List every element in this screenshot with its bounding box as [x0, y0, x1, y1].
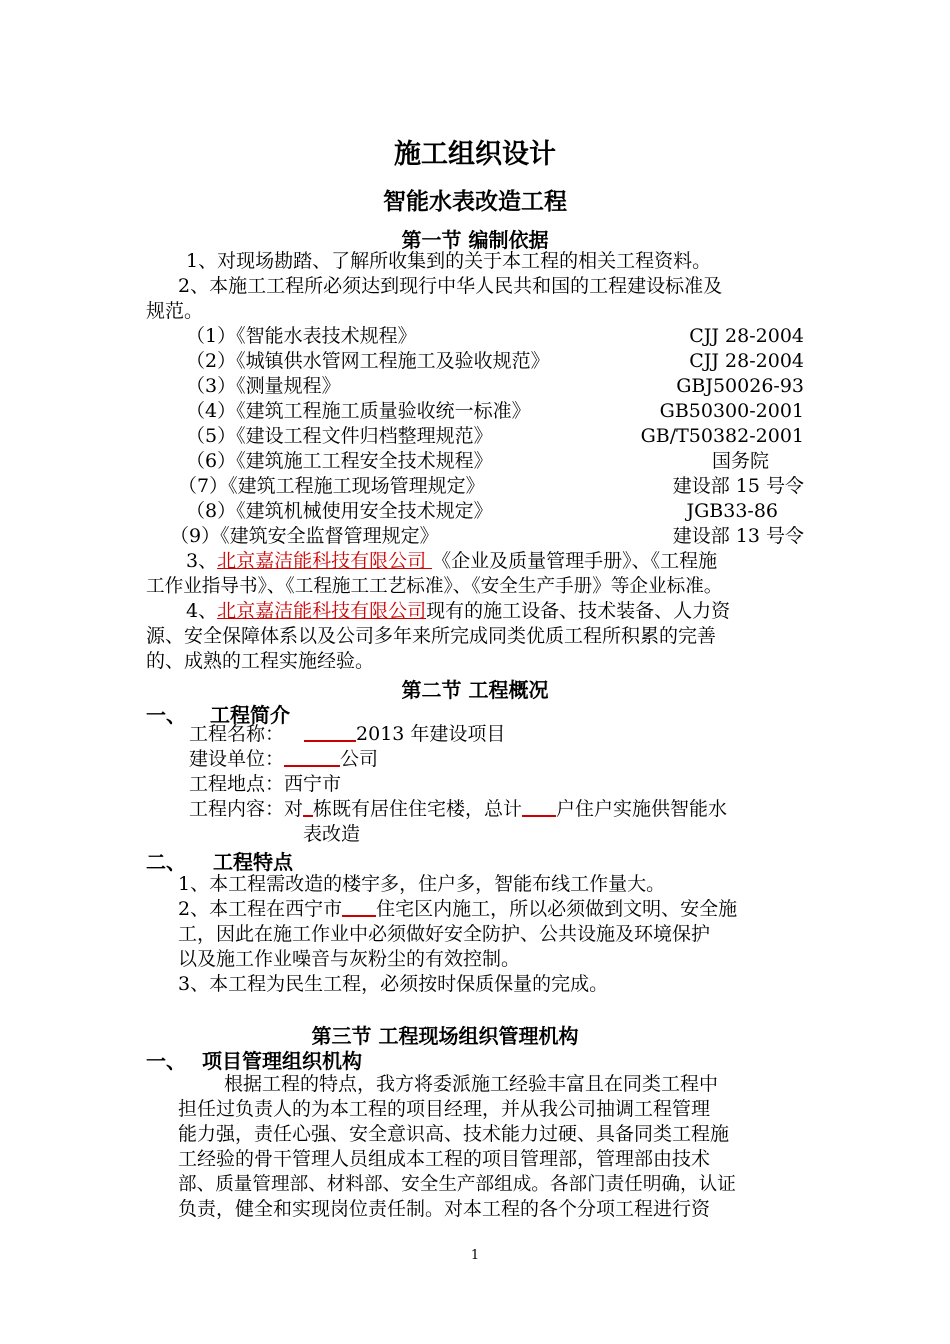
ref-code-2: CJJ 28-2004: [689, 350, 804, 372]
section1-item4-line1: [186, 599, 730, 624]
feature-2-line2: 工，因此在施工作业中必须做好安全防护、公共设施及环境保护: [178, 923, 711, 945]
ref-title-8: （8）《建筑机械使用安全技术规定》: [186, 500, 493, 522]
document-title: 施工组织设计: [394, 139, 556, 170]
section1-heading: 第一节 编制依据: [401, 228, 549, 252]
feature-2-b: 住宅区内施工，所以必须做到文明、安全施: [376, 898, 738, 920]
content-b: 栋既有居住住宅楼，总计: [313, 798, 523, 820]
section1-item3-line1: [186, 549, 717, 574]
section2-heading: 第二节 工程概况: [401, 678, 549, 702]
item3-prefix: 3、: [186, 550, 218, 572]
section1-item4-line2: 源、安全保障体系以及公司多年来所完成同类优质工程所积累的完善: [146, 625, 717, 647]
ref-code-1: CJJ 28-2004: [689, 325, 804, 347]
org-para-line5: 部、质量管理部、材料部、安全生产部组成。各部门责任明确，认证: [178, 1174, 736, 1195]
section3-heading: 第三节 工程现场组织管理机构: [311, 1024, 579, 1048]
item4-rest: 现有的施工设备、技术装备、人力资: [426, 600, 731, 622]
ref-code-4: GB50300-2001: [659, 400, 804, 422]
org-para-line2: 担任过负责人的为本工程的项目经理，并从我公司抽调工程管理: [178, 1098, 711, 1120]
ref-code-9: 建设部 13 号令: [672, 525, 804, 547]
content-blank-2: [522, 797, 556, 817]
ref-title-6: （6）《建筑施工工程安全技术规程》: [186, 450, 493, 472]
document-subtitle: 智能水表改造工程: [383, 188, 567, 215]
section2-sub1-title: 工程简介: [210, 703, 290, 727]
section1-item2-line2: 规范。: [146, 300, 204, 322]
org-para-line1: 根据工程的特点，我方将委派施工经验丰富且在同类工程中: [224, 1073, 719, 1095]
org-para-line4: 工经验的骨干管理人员组成本工程的项目管理部，管理部由技术: [178, 1148, 711, 1170]
ref-title-7: （7）《建筑工程施工现场管理规定》: [178, 475, 485, 497]
company-link-2[interactable]: 北京嘉洁能科技有限公司: [217, 600, 427, 622]
location-label: 工程地点：: [189, 773, 285, 795]
ref-code-6: 国务院: [711, 450, 769, 472]
section1-item2-line1: 2、本施工工程所必须达到现行中华人民共和国的工程建设标准及: [178, 275, 723, 297]
ref-title-5: （5）《建设工程文件归档整理规范》: [186, 425, 493, 447]
item4-prefix: 4、: [186, 600, 218, 622]
company-link[interactable]: 北京嘉洁能科技有限公司: [217, 550, 427, 572]
ref-title-3: （3）《测量规程》: [186, 375, 341, 397]
feature-3: 3、本工程为民生工程，必须按时保质保量的完成。: [178, 973, 609, 995]
project-name-value: 2013 年建设项目: [356, 723, 506, 745]
feature-2-line3: 以及施工作业噪音与灰粉尘的有效控制。: [178, 948, 521, 970]
section1-item1: 1、对现场勘踏、了解所收集到的关于本工程的相关工程资料。: [186, 250, 712, 272]
section1-item3-line2: 工作业指导书》、《工程施工工艺标准》、《安全生产手册》等企业标准。: [146, 576, 723, 597]
content-a: 对: [284, 798, 304, 820]
feature-1: 1、本工程需改造的楼宇多，住户多，智能布线工作量大。: [178, 873, 666, 895]
feature-2-blank: [342, 897, 376, 917]
feature-2-line1: [178, 897, 737, 922]
section1-item4-line3: 的、成熟的工程实施经验。: [146, 650, 375, 672]
org-para-line6: 负责，健全和实现岗位责任制。对本工程的各个分项工程进行资: [178, 1198, 711, 1220]
section2-sub2-num: 二、: [146, 850, 186, 874]
content-c: 户住户实施供智能水: [556, 798, 728, 820]
ref-code-8: JGB33-86: [686, 500, 778, 522]
org-para-line3: 能力强，责任心强、安全意识高、技术能力过硬、具备同类工程施: [178, 1123, 730, 1145]
project-name-label: 工程名称：: [189, 723, 285, 745]
section3-sub1-title: 项目管理组织机构: [202, 1049, 362, 1073]
ref-title-2: （2）《城镇供水管网工程施工及验收规范》: [186, 350, 550, 372]
builder-label: 建设单位：: [189, 748, 285, 770]
location-row: [189, 772, 341, 797]
ref-title-9: （9）《建筑安全监督管理规定》: [170, 525, 439, 547]
section2-sub2-title: 工程特点: [213, 850, 293, 874]
ref-code-3: GBJ50026-93: [676, 375, 804, 397]
feature-2-a: 2、本工程在西宁市: [178, 898, 343, 920]
ref-title-4: （4）《建筑工程施工质量验收统一标准》: [186, 400, 531, 422]
builder-row: [189, 747, 378, 772]
project-name-row: [189, 722, 505, 747]
section3-sub1-num: 一、: [146, 1049, 186, 1073]
content-line2: 表改造: [303, 823, 361, 845]
ref-title-1: （1）《智能水表技术规程》: [186, 325, 417, 347]
page-number: 1: [470, 1248, 480, 1263]
content-row: [189, 797, 727, 822]
ref-code-5: GB/T50382-2001: [640, 425, 804, 447]
item3-rest: 《企业及质量管理手册》、《工程施: [432, 550, 718, 572]
content-blank-1: [303, 797, 313, 817]
content-label: 工程内容：: [189, 798, 285, 820]
section2-sub1-num: 一、: [146, 703, 186, 727]
project-name-blank: [304, 722, 356, 742]
builder-value: 公司: [340, 748, 379, 770]
ref-code-7: 建设部 15 号令: [672, 475, 804, 497]
builder-blank: [284, 747, 340, 767]
location-value: 西宁市: [284, 773, 342, 795]
